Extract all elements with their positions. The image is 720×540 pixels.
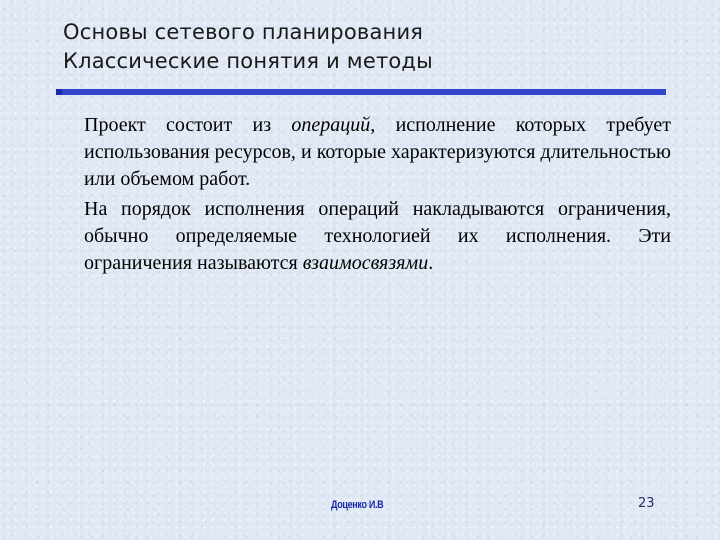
title-line-1: Основы сетевого планирования xyxy=(63,20,424,44)
paragraph-2-text-after: . xyxy=(428,252,434,274)
title-underline xyxy=(56,89,666,95)
paragraph-operations xyxy=(84,112,671,193)
paragraph-1-text-after: , исполнение которых требует использования ресурсов, и которые характеризуются длительностью или объемом работ. xyxy=(84,114,671,190)
page-number: 23 xyxy=(638,496,655,511)
footer-author: Доценко И.В xyxy=(331,499,384,511)
slide-title xyxy=(63,18,433,76)
paragraph-1-text-before: Проект состоит из xyxy=(84,114,292,136)
slide-body xyxy=(84,112,671,277)
title-line-2: Классические понятия и методы xyxy=(63,49,433,73)
term-dependencies: взаимосвязями xyxy=(302,252,429,274)
title-underline-left-block xyxy=(56,89,62,95)
paragraph-2-text-before: На порядок исполнения операций накладываются ограничения, обычно определяемые технологией их исполнения. Эти ограничения называются xyxy=(84,198,671,274)
term-operations: операций xyxy=(291,114,371,136)
paragraph-dependencies xyxy=(84,196,671,277)
